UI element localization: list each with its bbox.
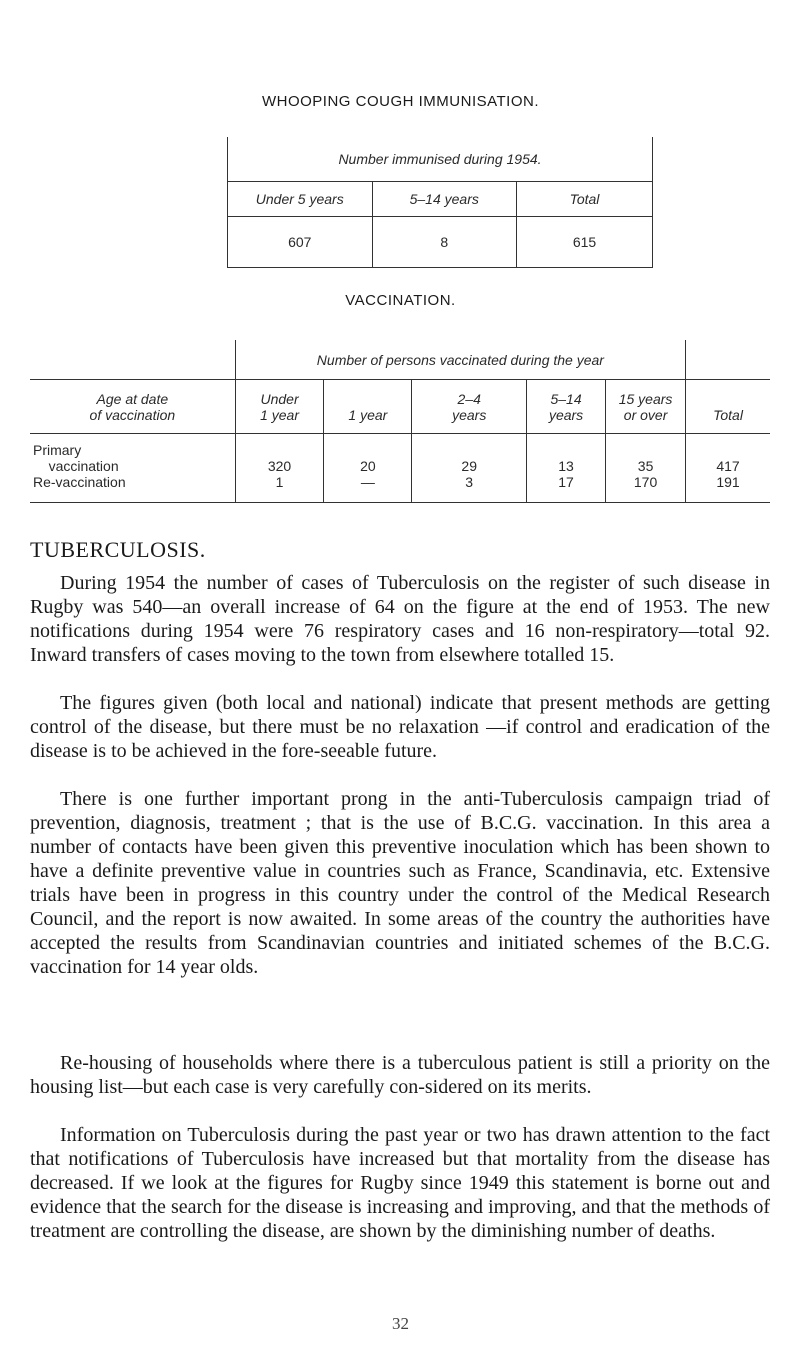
col-total: Total xyxy=(686,380,770,434)
row-label-revaccination: Re-vaccination xyxy=(30,474,235,503)
cell: 191 xyxy=(686,474,770,503)
col-5-14: 5–14 years xyxy=(372,182,517,217)
cell: — xyxy=(324,474,412,503)
paragraph: During 1954 the number of cases of Tuberculosis on the register of such disease in Rugby was 540—an overall increase of 64 on the figure at the end of 1953. The new notifications during 1954 were 76 respiratory cases and 16 non-respiratory—total 92. Inward transfers of cases moving to the town from elsewhere totalled 15. xyxy=(30,572,770,666)
cell: 1 xyxy=(235,474,324,503)
cell: 17 xyxy=(527,474,606,503)
whooping-cough-title: WHOOPING COUGH IMMUNISATION. xyxy=(261,93,540,110)
paragraph: Re-housing of households where there is a tuberculous patient is still a priority on the housing list—but each case is very carefully con-sidered on its merits. xyxy=(30,1052,770,1098)
paragraph: Information on Tuberculosis during the past year or two has drawn attention to the fact that notifications of Tuberculosis have increased but that mortality from the disease has decreased. If we look at the figures for Rugby since 1949 this statement is borne out and evidence that the search for the disease is increasing and improving, and that the methods of treatment are controlling the disease, are shown by the diminishing number of deaths. xyxy=(30,1124,770,1242)
vaccination-span-header: Number of persons vaccinated during the year xyxy=(235,340,685,380)
cell: 35 xyxy=(606,434,686,475)
table-row xyxy=(30,474,770,503)
vaccination-title: VACCINATION. xyxy=(345,292,456,309)
col-total: Total xyxy=(517,182,653,217)
cell: 20 xyxy=(324,434,412,475)
col-under-5: Under 5 years xyxy=(228,182,373,217)
cell: 320 xyxy=(235,434,324,475)
cell: 417 xyxy=(686,434,770,475)
value-5-14: 8 xyxy=(372,217,517,268)
col-age-at-date: Age at date of vaccination xyxy=(30,380,235,434)
row-label-primary: Primary vaccination xyxy=(33,442,119,474)
table-row xyxy=(30,434,770,475)
paragraph: The figures given (both local and national) indicate that present methods are getting control of the disease, but there must be no relaxation —if control and eradication of the disease is to be achieved in the fore-seeable future. xyxy=(30,692,770,762)
col-1-year: 1 year xyxy=(324,380,412,434)
page-number: 32 xyxy=(392,1314,409,1333)
vaccination-table xyxy=(30,340,770,503)
cell: 29 xyxy=(412,434,527,475)
value-total: 615 xyxy=(517,217,653,268)
immunisation-span-header: Number immunised during 1954. xyxy=(228,137,653,182)
cell: 3 xyxy=(412,474,527,503)
col-under-1-year: Under 1 year xyxy=(235,380,324,434)
immunisation-table xyxy=(227,137,653,268)
paragraph: There is one further important prong in the anti-Tuberculosis campaign triad of prevention, diagnosis, treatment ; that is the use of B.C.G. vaccination. In this area a number of contacts have been given this preventive inoculation which has been shown to have a definite preventive value in countries such as France, Scandinavia, etc. Extensive trials have been in progress in this country under the control of the Medical Research Council, and the report is now awaited. In some areas of the country the authorities have accepted the results from Scandinavian countries and initiated schemes of the B.C.G. vaccination for 14 year olds. xyxy=(30,788,770,978)
col-15-years-over: 15 years or over xyxy=(606,380,686,434)
tuberculosis-heading: TUBERCULOSIS. xyxy=(30,537,206,562)
col-2-4-years: 2–4 years xyxy=(412,380,527,434)
cell: 170 xyxy=(606,474,686,503)
cell: 13 xyxy=(527,434,606,475)
value-under-5: 607 xyxy=(228,217,373,268)
col-5-14-years: 5–14 years xyxy=(527,380,606,434)
